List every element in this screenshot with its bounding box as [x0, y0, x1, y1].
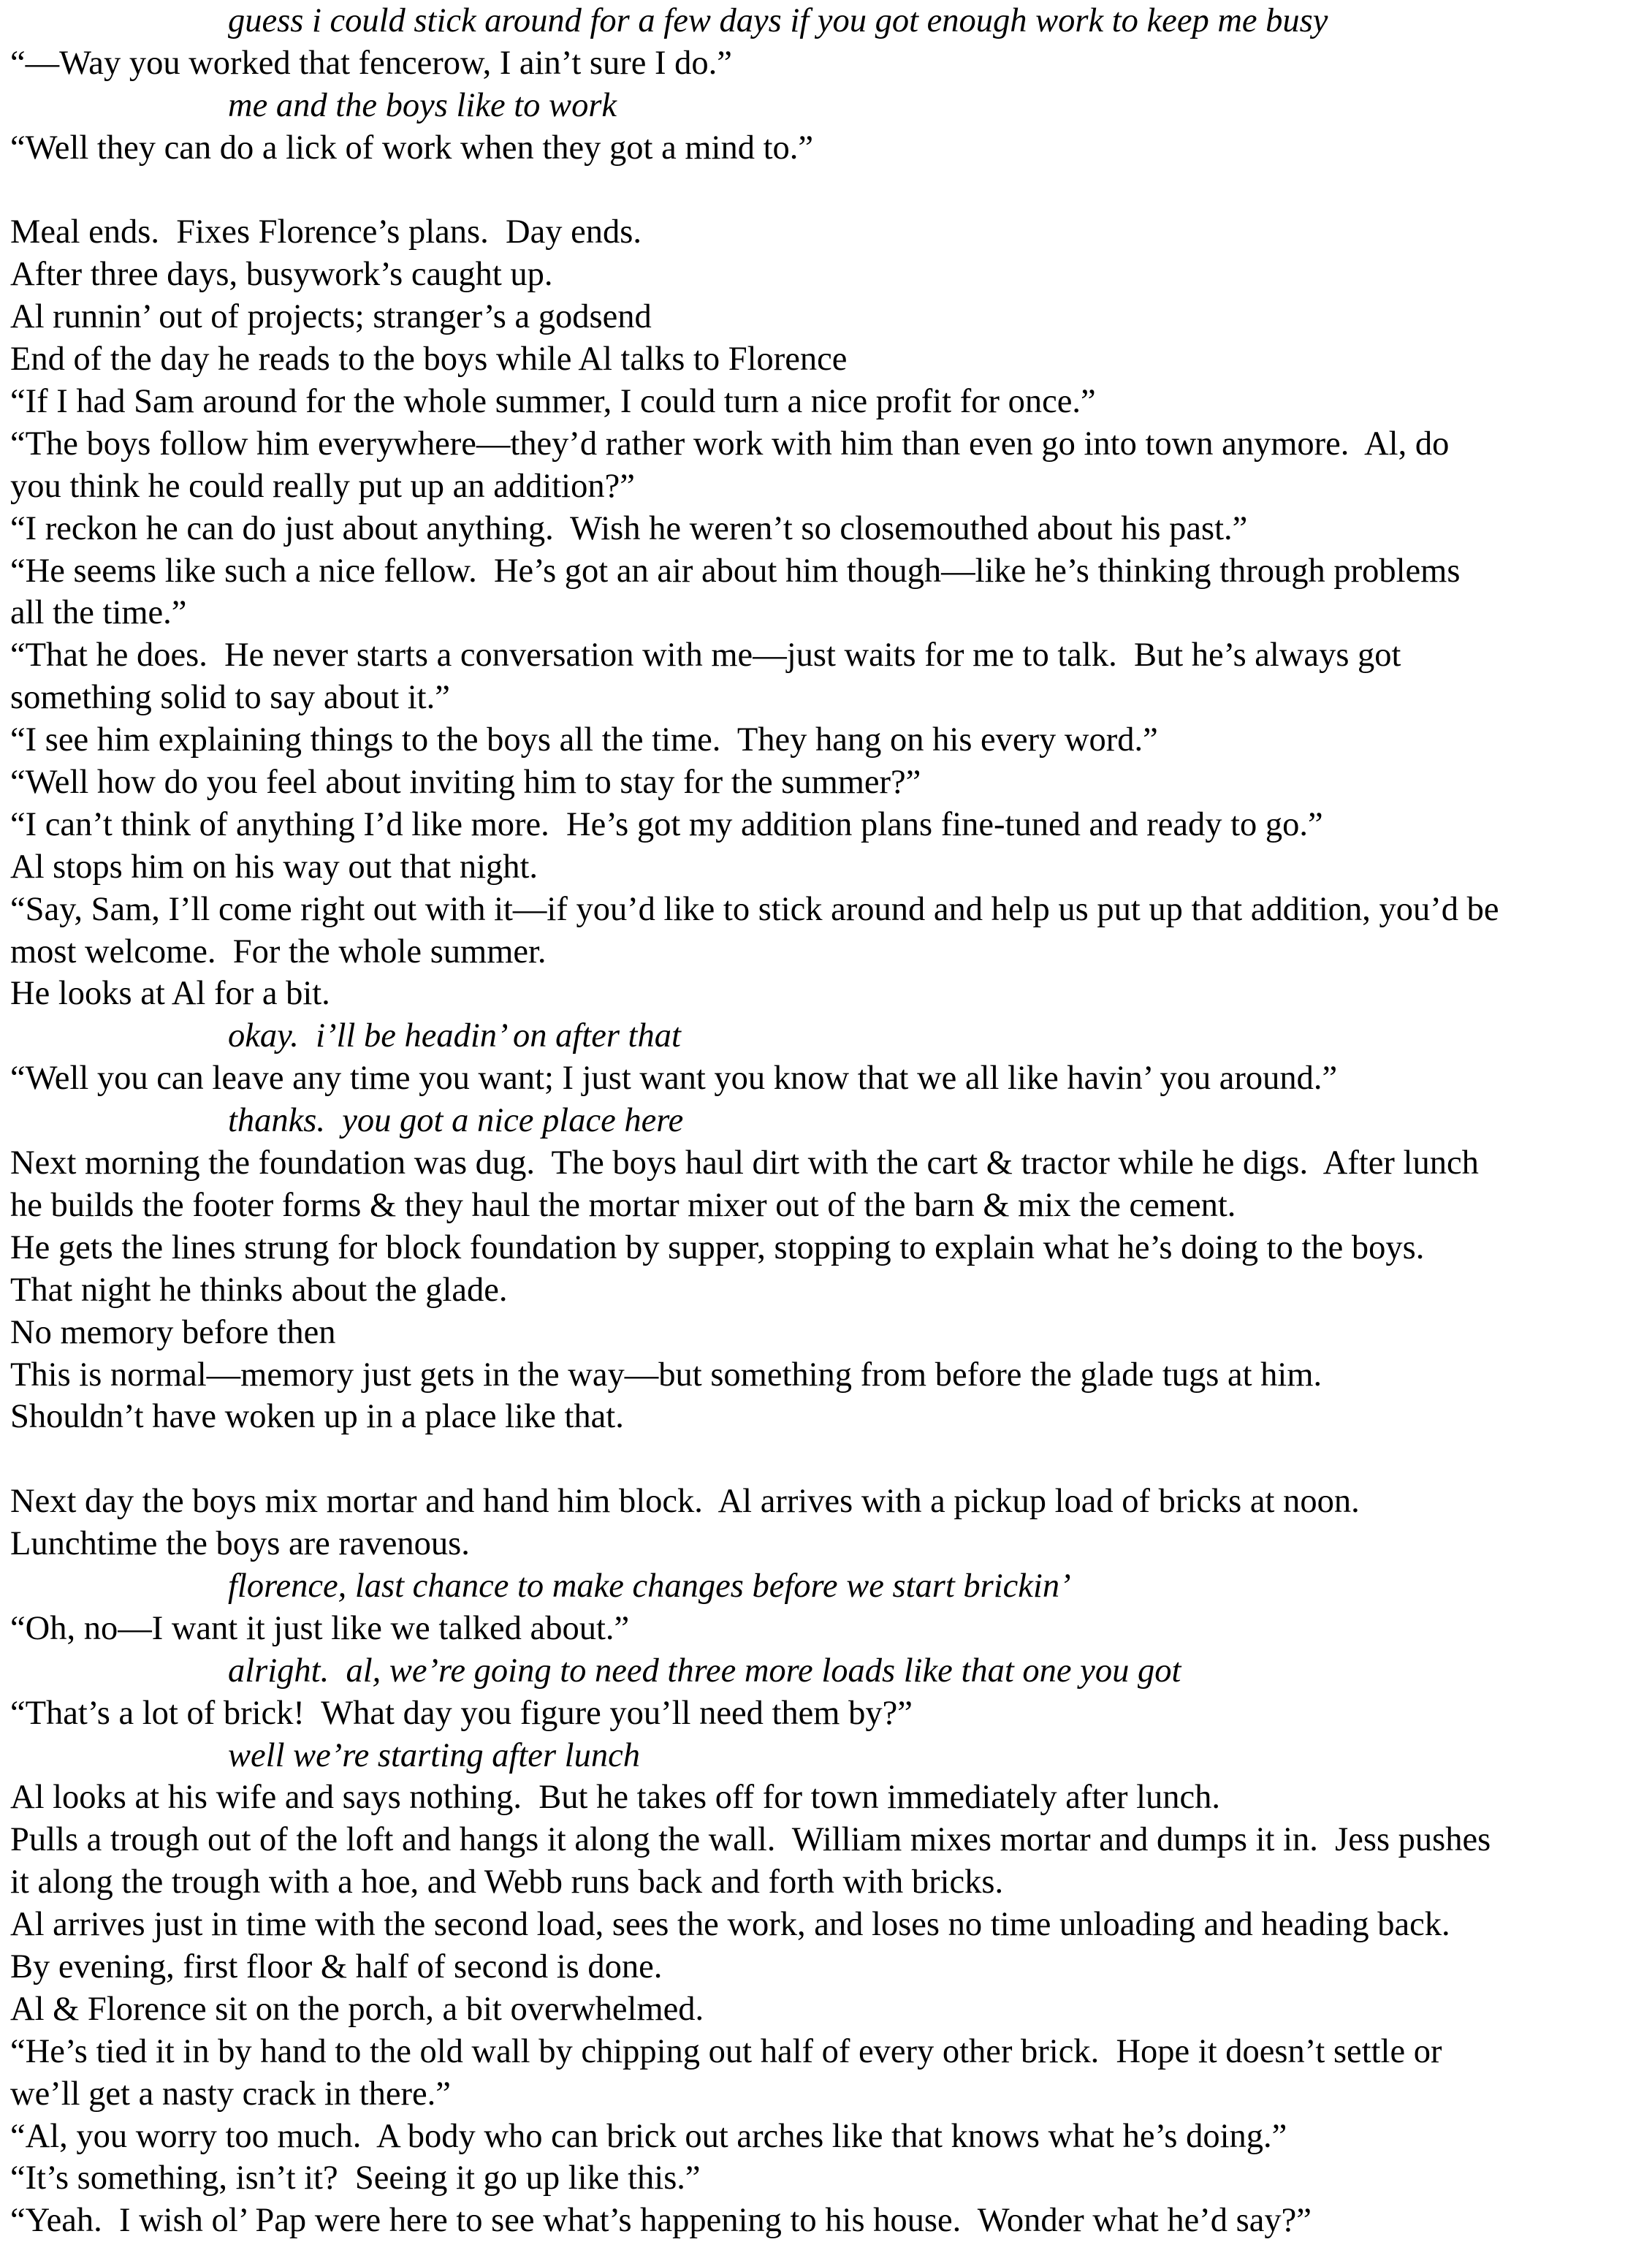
narration-line: “Say, Sam, I’ll come right out with it—if you’d like to stick around and help us put up that addition, you’d be	[10, 890, 1499, 928]
narration-line: “The boys follow him everywhere—they’d rather work with him than even go into town anymore. Al, do	[10, 425, 1450, 463]
narration-line: “He’s tied it in by hand to the old wall by chipping out half of every other brick. Hope it doesn’t settle or	[10, 2032, 1442, 2070]
narration-line: most welcome. For the whole summer.	[10, 932, 547, 970]
narration-line: “He seems like such a nice fellow. He’s got an air about him though—like he’s thinking through problems	[10, 552, 1461, 590]
narration-line: “Al, you worry too much. A body who can brick out arches like that knows what he’s doing.”	[10, 2117, 1287, 2155]
narration-line: This is normal—memory just gets in the way—but something from before the glade tugs at him.	[10, 1356, 1322, 1394]
narration-line: “Well they can do a lick of work when they got a mind to.”	[10, 129, 814, 167]
narration-line: you think he could really put up an addition?”	[10, 467, 635, 505]
narration-line: “—Way you worked that fencerow, I ain’t sure I do.”	[10, 44, 732, 82]
narration-line: End of the day he reads to the boys while Al talks to Florence	[10, 341, 848, 379]
narration-line: “Well you can leave any time you want; I just want you know that we all like havin’ you around.”	[10, 1060, 1338, 1098]
narration-line: After three days, busywork’s caught up.	[10, 256, 553, 294]
narration-line: “Yeah. I wish ol’ Pap were here to see what’s happening to his house. Wonder what he’d say?”	[10, 2202, 1312, 2240]
narration-line: he builds the footer forms & they haul the mortar mixer out of the barn & mix the cement.	[10, 1186, 1236, 1224]
italic-dialogue-line: thanks. you got a nice place here	[228, 1102, 684, 1140]
narration-line: “It’s something, isn’t it? Seeing it go up like this.”	[10, 2159, 701, 2197]
narration-line: He looks at Al for a bit.	[10, 975, 330, 1013]
narration-line: we’ll get a nasty crack in there.”	[10, 2075, 451, 2113]
narration-line: Next day the boys mix mortar and hand him block. Al arrives with a pickup load of bricks at noon.	[10, 1483, 1360, 1521]
narration-line: No memory before then	[10, 1313, 336, 1351]
narration-line: He gets the lines strung for block foundation by supper, stopping to explain what he’s doing to the boys.	[10, 1228, 1425, 1266]
narration-line: “Oh, no—I want it just like we talked about.”	[10, 1609, 630, 1647]
narration-line: Meal ends. Fixes Florence’s plans. Day ends.	[10, 213, 642, 251]
narration-line: Lunchtime the boys are ravenous.	[10, 1525, 470, 1563]
blank-line	[10, 1438, 1644, 1481]
italic-dialogue-line: alright. al, we’re going to need three more loads like that one you got	[228, 1652, 1181, 1690]
narration-line: Al arrives just in time with the second load, sees the work, and loses no time unloading and heading back.	[10, 1906, 1450, 1944]
italic-dialogue-line: okay. i’ll be headin’ on after that	[228, 1017, 681, 1055]
narration-line: something solid to say about it.”	[10, 679, 450, 717]
italic-dialogue-line: florence, last chance to make changes before we start brickin’	[228, 1567, 1071, 1605]
narration-line: Shouldn’t have woken up in a place like that.	[10, 1398, 624, 1436]
narration-line: “I reckon he can do just about anything. Wish he weren’t so closemouthed about his past.”	[10, 509, 1248, 547]
narration-line: That night he thinks about the glade.	[10, 1271, 508, 1309]
narration-line: Al looks at his wife and says nothing. But he takes off for town immediately after lunch.	[10, 1779, 1221, 1817]
italic-dialogue-line: me and the boys like to work	[228, 86, 617, 124]
narration-line: By evening, first floor & half of second is done.	[10, 1947, 663, 1985]
narration-line: Al & Florence sit on the porch, a bit overwhelmed.	[10, 1990, 704, 2028]
narration-line: Pulls a trough out of the loft and hangs it along the wall. William mixes mortar and dumps it in. Jess pushes	[10, 1821, 1491, 1859]
narration-line: Al runnin’ out of projects; stranger’s a godsend	[10, 298, 652, 336]
italic-dialogue-line: guess i could stick around for a few days if you got enough work to keep me busy	[228, 2, 1328, 39]
narration-line: Next morning the foundation was dug. The boys haul dirt with the cart & tractor while he digs. After lunch	[10, 1144, 1479, 1182]
narration-line: “I can’t think of anything I’d like more. He’s got my addition plans fine-tuned and ready to go.”	[10, 805, 1323, 843]
narration-line: “That he does. He never starts a conversation with me—just waits for me to talk. But he’s always got	[10, 636, 1401, 674]
narration-line: “If I had Sam around for the whole summer, I could turn a nice profit for once.”	[10, 383, 1096, 421]
narration-line: “Well how do you feel about inviting him to stay for the summer?”	[10, 764, 921, 802]
italic-dialogue-line: well we’re starting after lunch	[228, 1736, 640, 1774]
narration-line: “I see him explaining things to the boys all the time. They hang on his every word.”	[10, 721, 1158, 759]
narration-line: it along the trough with a hoe, and Webb runs back and forth with bricks.	[10, 1863, 1004, 1901]
narration-line: all the time.”	[10, 594, 187, 632]
narration-line: “That’s a lot of brick! What day you figure you’ll need them by?”	[10, 1694, 913, 1732]
narration-line: Al stops him on his way out that night.	[10, 848, 538, 886]
blank-line	[10, 170, 1644, 212]
manuscript-page	[10, 0, 1644, 2242]
